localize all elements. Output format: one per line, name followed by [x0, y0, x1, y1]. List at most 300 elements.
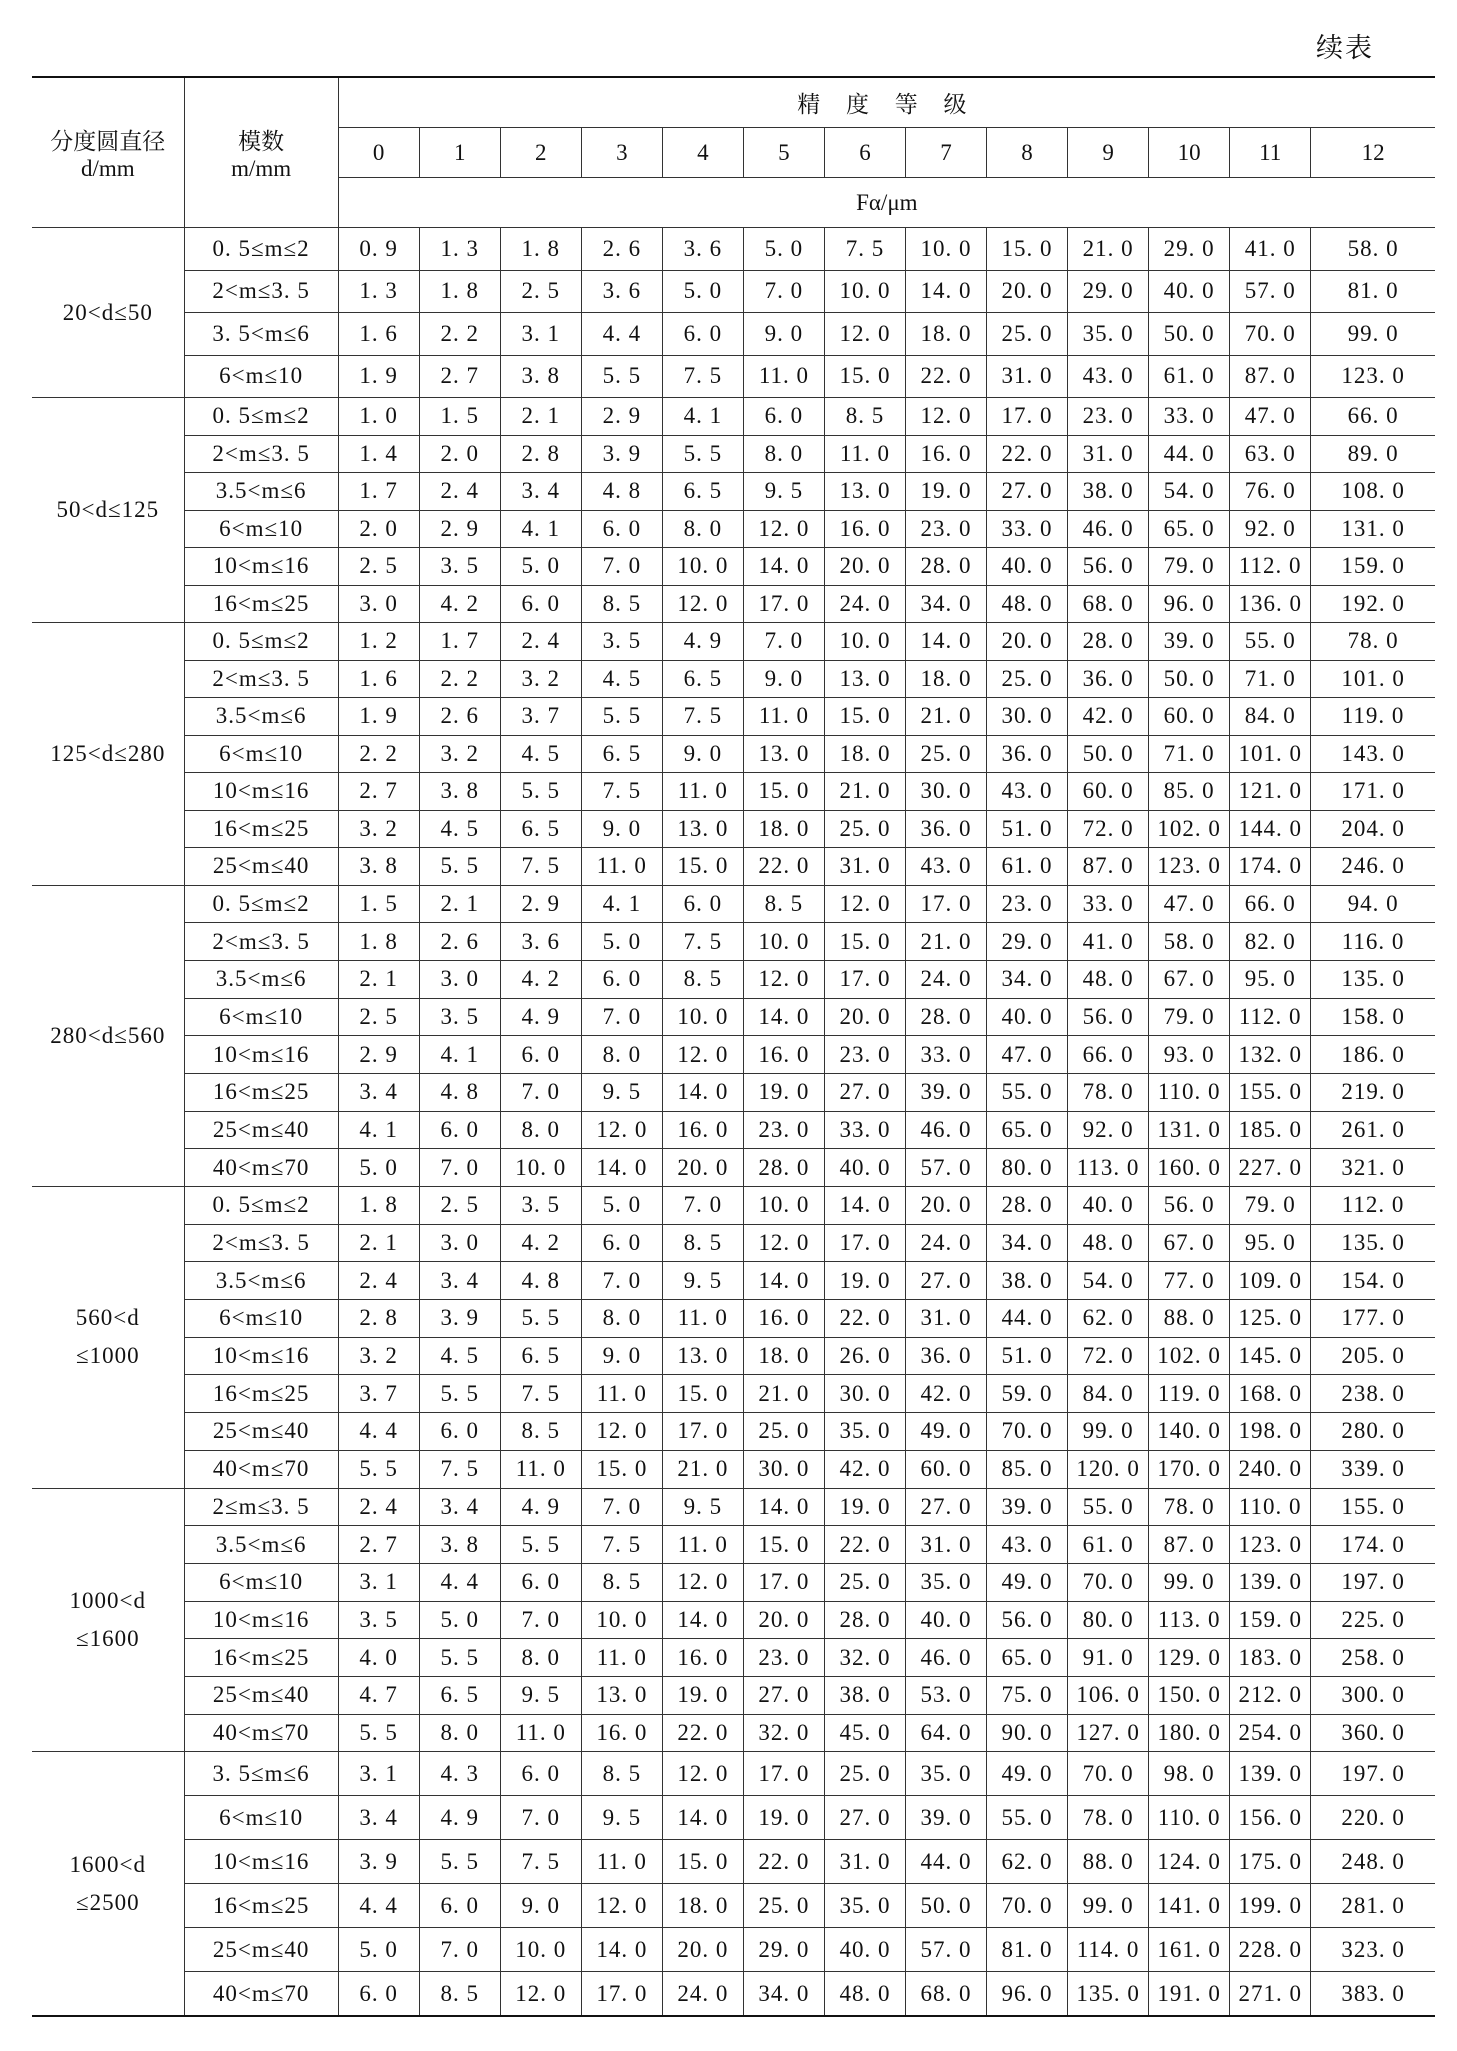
tolerance-value: 4. 2 — [419, 585, 500, 623]
tolerance-value: 27. 0 — [743, 1676, 824, 1714]
tolerance-value: 108. 0 — [1311, 473, 1435, 511]
tolerance-value: 383. 0 — [1311, 1972, 1435, 2016]
tolerance-value: 1. 0 — [338, 398, 419, 436]
tolerance-value: 204. 0 — [1311, 810, 1435, 848]
tolerance-value: 20. 0 — [743, 1601, 824, 1639]
tolerance-value: 31. 0 — [905, 1526, 986, 1564]
tolerance-value: 72. 0 — [1068, 1337, 1149, 1375]
tolerance-value: 159. 0 — [1230, 1601, 1311, 1639]
tolerance-value: 6. 5 — [500, 1337, 581, 1375]
tolerance-value: 38. 0 — [987, 1262, 1068, 1300]
module-unit: m/mm — [231, 156, 292, 181]
tolerance-value: 45. 0 — [824, 1714, 905, 1752]
table-row — [32, 473, 1435, 511]
tolerance-value: 9. 0 — [662, 735, 743, 773]
tolerance-value: 5. 0 — [338, 1149, 419, 1187]
tolerance-value: 71. 0 — [1230, 660, 1311, 698]
table-row — [32, 1639, 1435, 1677]
table-row — [32, 923, 1435, 961]
tolerance-value: 131. 0 — [1149, 1111, 1230, 1149]
tolerance-value: 99. 0 — [1068, 1884, 1149, 1928]
tolerance-value: 48. 0 — [824, 1972, 905, 2016]
module-range: 3.5<m≤6 — [184, 473, 338, 511]
tolerance-value: 40. 0 — [824, 1928, 905, 1972]
tolerance-value: 199. 0 — [1230, 1884, 1311, 1928]
tolerance-value: 61. 0 — [987, 848, 1068, 886]
tolerance-value: 4. 4 — [338, 1413, 419, 1451]
tolerance-value: 191. 0 — [1149, 1972, 1230, 2016]
grade-9: 9 — [1068, 128, 1149, 178]
tolerance-value: 7. 5 — [581, 773, 662, 811]
table-row — [32, 548, 1435, 586]
tolerance-value: 31. 0 — [824, 1840, 905, 1884]
tolerance-value: 212. 0 — [1230, 1676, 1311, 1714]
module-range: 2<m≤3. 5 — [184, 435, 338, 473]
tolerance-value: 5. 5 — [419, 848, 500, 886]
tolerance-value: 30. 0 — [905, 773, 986, 811]
tolerance-value: 57. 0 — [905, 1149, 986, 1187]
tolerance-value: 62. 0 — [1068, 1300, 1149, 1338]
diameter-range — [32, 623, 184, 886]
tolerance-value: 8. 5 — [500, 1413, 581, 1451]
table-row — [32, 1262, 1435, 1300]
tolerance-value: 10. 0 — [500, 1928, 581, 1972]
tolerance-value: 3. 2 — [338, 1337, 419, 1375]
tolerance-value: 17. 0 — [581, 1972, 662, 2016]
tolerance-value: 33. 0 — [905, 1036, 986, 1074]
tolerance-value: 65. 0 — [987, 1111, 1068, 1149]
tolerance-value: 19. 0 — [662, 1676, 743, 1714]
tolerance-value: 76. 0 — [1230, 473, 1311, 511]
tolerance-value: 197. 0 — [1311, 1752, 1435, 1796]
tolerance-value: 92. 0 — [1068, 1111, 1149, 1149]
tolerance-value: 4. 4 — [419, 1563, 500, 1601]
tolerance-value: 4. 1 — [338, 1111, 419, 1149]
table-row — [32, 1601, 1435, 1639]
tolerance-value: 35. 0 — [824, 1884, 905, 1928]
tolerance-value: 67. 0 — [1149, 1224, 1230, 1262]
tolerance-value: 197. 0 — [1311, 1563, 1435, 1601]
module-range: 0. 5≤m≤2 — [184, 228, 338, 271]
tolerance-value: 17. 0 — [743, 1752, 824, 1796]
tolerance-value: 27. 0 — [905, 1488, 986, 1526]
tolerance-value: 3. 9 — [581, 435, 662, 473]
tolerance-value: 91. 0 — [1068, 1639, 1149, 1677]
tolerance-value: 3. 6 — [500, 923, 581, 961]
table-row — [32, 313, 1435, 356]
tolerance-value: 55. 0 — [987, 1796, 1068, 1840]
module-range: 2≤m≤3. 5 — [184, 1488, 338, 1526]
tolerance-value: 55. 0 — [987, 1073, 1068, 1111]
tolerance-value: 174. 0 — [1311, 1526, 1435, 1564]
tolerance-value: 8. 5 — [824, 398, 905, 436]
tolerance-value: 246. 0 — [1311, 848, 1435, 886]
tolerance-value: 70. 0 — [1068, 1752, 1149, 1796]
tolerance-value: 5. 5 — [419, 1840, 500, 1884]
tolerance-value: 20. 0 — [824, 548, 905, 586]
tolerance-value: 62. 0 — [987, 1840, 1068, 1884]
tolerance-value: 2. 9 — [500, 885, 581, 923]
diameter-range-line: ≤2500 — [75, 1889, 140, 1915]
diameter-range — [32, 228, 184, 398]
table-row — [32, 1111, 1435, 1149]
tolerance-value: 16. 0 — [905, 435, 986, 473]
tolerance-value: 2. 9 — [338, 1036, 419, 1074]
tolerance-value: 110. 0 — [1149, 1073, 1230, 1111]
tolerance-value: 10. 0 — [500, 1149, 581, 1187]
module-range: 0. 5≤m≤2 — [184, 885, 338, 923]
tolerance-value: 4. 1 — [662, 398, 743, 436]
tolerance-value: 27. 0 — [905, 1262, 986, 1300]
tolerance-value: 18. 0 — [743, 1337, 824, 1375]
diameter-range — [32, 1488, 184, 1752]
grade-5: 5 — [743, 128, 824, 178]
tolerance-value: 2. 2 — [419, 313, 500, 356]
tolerance-value: 43. 0 — [905, 848, 986, 886]
table-row — [32, 398, 1435, 436]
tolerance-value: 174. 0 — [1230, 848, 1311, 886]
module-range: 10<m≤16 — [184, 1337, 338, 1375]
tolerance-value: 70. 0 — [987, 1413, 1068, 1451]
tolerance-value: 238. 0 — [1311, 1375, 1435, 1413]
tolerance-value: 121. 0 — [1230, 773, 1311, 811]
grade-3: 3 — [581, 128, 662, 178]
tolerance-value: 26. 0 — [824, 1337, 905, 1375]
tolerance-value: 14. 0 — [581, 1149, 662, 1187]
tolerance-value: 219. 0 — [1311, 1073, 1435, 1111]
tolerance-value: 5. 5 — [581, 355, 662, 398]
tolerance-value: 30. 0 — [987, 698, 1068, 736]
diameter-range-line: 1000<d — [69, 1587, 147, 1613]
tolerance-value: 1. 5 — [419, 398, 500, 436]
table-row — [32, 1187, 1435, 1225]
tolerance-value: 123. 0 — [1311, 355, 1435, 398]
tolerance-value: 65. 0 — [987, 1639, 1068, 1677]
table-row — [32, 623, 1435, 661]
tolerance-value: 3. 6 — [581, 270, 662, 313]
tolerance-value: 119. 0 — [1149, 1375, 1230, 1413]
tolerance-value: 248. 0 — [1311, 1840, 1435, 1884]
tolerance-value: 3. 8 — [419, 1526, 500, 1564]
tolerance-value: 4. 5 — [500, 735, 581, 773]
tolerance-value: 66. 0 — [1230, 885, 1311, 923]
table-row — [32, 585, 1435, 623]
grade-0: 0 — [338, 128, 419, 178]
module-range: 6<m≤10 — [184, 1796, 338, 1840]
tolerance-value: 8. 0 — [500, 1639, 581, 1677]
tolerance-value: 6. 5 — [500, 810, 581, 848]
tolerance-value: 119. 0 — [1311, 698, 1435, 736]
tolerance-value: 78. 0 — [1149, 1488, 1230, 1526]
diameter-range-line: 560<d — [75, 1305, 140, 1331]
tolerance-value: 1. 6 — [338, 313, 419, 356]
tolerance-value: 2. 8 — [338, 1300, 419, 1338]
tolerance-value: 2. 7 — [338, 1526, 419, 1564]
tolerance-value: 116. 0 — [1311, 923, 1435, 961]
tolerance-value: 20. 0 — [824, 998, 905, 1036]
module-range: 0. 5≤m≤2 — [184, 398, 338, 436]
tolerance-value: 84. 0 — [1068, 1375, 1149, 1413]
module-range: 40<m≤70 — [184, 1714, 338, 1752]
table-row — [32, 435, 1435, 473]
tolerance-value: 71. 0 — [1149, 735, 1230, 773]
tolerance-value: 5. 0 — [662, 270, 743, 313]
tolerance-value: 31. 0 — [905, 1300, 986, 1338]
grade-2: 2 — [500, 128, 581, 178]
module-range: 6<m≤10 — [184, 510, 338, 548]
tolerance-value: 31. 0 — [987, 355, 1068, 398]
tolerance-value: 25. 0 — [987, 313, 1068, 356]
tolerance-value: 49. 0 — [905, 1413, 986, 1451]
tolerance-value: 124. 0 — [1149, 1840, 1230, 1884]
tolerance-value: 2. 1 — [419, 885, 500, 923]
tolerance-value: 53. 0 — [905, 1676, 986, 1714]
tolerance-value: 5. 5 — [581, 698, 662, 736]
tolerance-value: 6. 0 — [500, 1563, 581, 1601]
tolerance-value: 87. 0 — [1230, 355, 1311, 398]
tolerance-value: 24. 0 — [824, 585, 905, 623]
tolerance-value: 10. 0 — [662, 548, 743, 586]
grade-7: 7 — [905, 128, 986, 178]
tolerance-value: 79. 0 — [1230, 1187, 1311, 1225]
tolerance-value: 42. 0 — [905, 1375, 986, 1413]
tolerance-value: 56. 0 — [1068, 998, 1149, 1036]
tolerance-value: 323. 0 — [1311, 1928, 1435, 1972]
tolerance-value: 220. 0 — [1311, 1796, 1435, 1840]
tolerance-value: 102. 0 — [1149, 810, 1230, 848]
tolerance-value: 32. 0 — [743, 1714, 824, 1752]
tolerance-value: 155. 0 — [1230, 1073, 1311, 1111]
tolerance-value: 44. 0 — [905, 1840, 986, 1884]
module-range: 0. 5≤m≤2 — [184, 623, 338, 661]
tolerance-value: 11. 0 — [500, 1714, 581, 1752]
tolerance-value: 48. 0 — [987, 585, 1068, 623]
tolerance-value: 25. 0 — [905, 735, 986, 773]
tolerance-value: 60. 0 — [905, 1450, 986, 1488]
tolerance-value: 70. 0 — [1230, 313, 1311, 356]
tolerance-value: 8. 5 — [581, 585, 662, 623]
grade-title: 精 度 等 级 — [338, 77, 1435, 128]
tolerance-value: 23. 0 — [1068, 398, 1149, 436]
tolerance-value: 5. 5 — [500, 773, 581, 811]
tolerance-value: 3. 4 — [419, 1262, 500, 1300]
tolerance-value: 12. 0 — [581, 1111, 662, 1149]
tolerance-value: 228. 0 — [1230, 1928, 1311, 1972]
tolerance-value: 13. 0 — [824, 473, 905, 511]
tolerance-value: 2. 4 — [500, 623, 581, 661]
tolerance-value: 51. 0 — [987, 810, 1068, 848]
module-range: 6<m≤10 — [184, 735, 338, 773]
continued-table-label: 续表 — [1316, 33, 1374, 63]
tolerance-value: 17. 0 — [824, 1224, 905, 1262]
tolerance-value: 7. 0 — [743, 623, 824, 661]
tolerance-value: 7. 5 — [581, 1526, 662, 1564]
tolerance-value: 10. 0 — [905, 228, 986, 271]
tolerance-value: 20. 0 — [662, 1149, 743, 1187]
tolerance-value: 155. 0 — [1311, 1488, 1435, 1526]
tolerance-value: 22. 0 — [824, 1300, 905, 1338]
tolerance-value: 139. 0 — [1230, 1752, 1311, 1796]
tolerance-value: 39. 0 — [987, 1488, 1068, 1526]
diameter-range-line: 125<d≤280 — [50, 740, 166, 766]
tolerance-value: 5. 0 — [419, 1601, 500, 1639]
module-range: 10<m≤16 — [184, 1840, 338, 1884]
table-row — [32, 1752, 1435, 1796]
tolerance-value: 88. 0 — [1149, 1300, 1230, 1338]
tolerance-value: 17. 0 — [662, 1413, 743, 1451]
tolerance-value: 240. 0 — [1230, 1450, 1311, 1488]
tolerance-value: 7. 5 — [662, 698, 743, 736]
diameter-range — [32, 398, 184, 623]
tolerance-value: 10. 0 — [662, 998, 743, 1036]
tolerance-value: 85. 0 — [987, 1450, 1068, 1488]
tolerance-value: 2. 1 — [338, 1224, 419, 1262]
tolerance-value: 79. 0 — [1149, 998, 1230, 1036]
tolerance-value: 11. 0 — [662, 773, 743, 811]
tolerance-value: 30. 0 — [743, 1450, 824, 1488]
tolerance-value: 2. 2 — [338, 735, 419, 773]
tolerance-value: 22. 0 — [743, 848, 824, 886]
tolerance-value: 24. 0 — [905, 960, 986, 998]
tolerance-value: 11. 0 — [824, 435, 905, 473]
tolerance-value: 8. 5 — [662, 1224, 743, 1262]
tolerance-value: 4. 5 — [581, 660, 662, 698]
tolerance-value: 25. 0 — [824, 1752, 905, 1796]
module-range: 10<m≤16 — [184, 1036, 338, 1074]
tolerance-value: 120. 0 — [1068, 1450, 1149, 1488]
tolerance-value: 12. 0 — [662, 1563, 743, 1601]
tolerance-value: 25. 0 — [824, 810, 905, 848]
tolerance-value: 7. 0 — [662, 1187, 743, 1225]
tolerance-value: 55. 0 — [1230, 623, 1311, 661]
tolerance-value: 9. 5 — [662, 1262, 743, 1300]
tolerance-value: 321. 0 — [1311, 1149, 1435, 1187]
diameter-header — [32, 77, 184, 228]
tolerance-value: 14. 0 — [662, 1601, 743, 1639]
tolerance-value: 9. 5 — [743, 473, 824, 511]
module-range: 10<m≤16 — [184, 548, 338, 586]
tolerance-value: 56. 0 — [1068, 548, 1149, 586]
tolerance-value: 28. 0 — [1068, 623, 1149, 661]
tolerance-value: 180. 0 — [1149, 1714, 1230, 1752]
tolerance-value: 1. 9 — [338, 355, 419, 398]
tolerance-value: 110. 0 — [1149, 1796, 1230, 1840]
tolerance-value: 38. 0 — [1068, 473, 1149, 511]
tolerance-value: 3. 2 — [338, 810, 419, 848]
tolerance-value: 2. 4 — [338, 1488, 419, 1526]
module-range: 40<m≤70 — [184, 1149, 338, 1187]
module-range: 16<m≤25 — [184, 585, 338, 623]
diameter-range — [32, 885, 184, 1187]
table-body — [32, 228, 1435, 2016]
table-row — [32, 1563, 1435, 1601]
tolerance-value: 113. 0 — [1068, 1149, 1149, 1187]
tolerance-value: 7. 0 — [500, 1073, 581, 1111]
tolerance-value: 2. 5 — [338, 998, 419, 1036]
value-unit: Fα/μm — [338, 178, 1435, 228]
tolerance-value: 7. 0 — [419, 1928, 500, 1972]
tolerance-value: 72. 0 — [1068, 810, 1149, 848]
table-row — [32, 998, 1435, 1036]
tolerance-value: 60. 0 — [1149, 698, 1230, 736]
tolerance-value: 50. 0 — [905, 1884, 986, 1928]
tolerance-value: 64. 0 — [905, 1714, 986, 1752]
tolerance-value: 6. 0 — [581, 1224, 662, 1262]
tolerance-value: 185. 0 — [1230, 1111, 1311, 1149]
tolerance-value: 51. 0 — [987, 1337, 1068, 1375]
tolerance-value: 36. 0 — [905, 810, 986, 848]
tolerance-value: 15. 0 — [662, 1375, 743, 1413]
tolerance-value: 11. 0 — [743, 355, 824, 398]
tolerance-value: 11. 0 — [662, 1526, 743, 1564]
tolerance-value: 261. 0 — [1311, 1111, 1435, 1149]
tolerance-value: 3. 2 — [419, 735, 500, 773]
tolerance-value: 3. 8 — [500, 355, 581, 398]
tolerance-value: 66. 0 — [1068, 1036, 1149, 1074]
tolerance-value: 8. 5 — [662, 960, 743, 998]
tolerance-value: 101. 0 — [1311, 660, 1435, 698]
tolerance-value: 81. 0 — [1311, 270, 1435, 313]
tolerance-value: 18. 0 — [662, 1884, 743, 1928]
tolerance-value: 35. 0 — [905, 1563, 986, 1601]
tolerance-value: 79. 0 — [1149, 548, 1230, 586]
tolerance-value: 8. 0 — [662, 510, 743, 548]
tolerance-value: 13. 0 — [662, 1337, 743, 1375]
grade-12: 12 — [1311, 128, 1435, 178]
tolerance-value: 19. 0 — [743, 1796, 824, 1840]
tolerance-value: 6. 0 — [419, 1413, 500, 1451]
module-range: 6<m≤10 — [184, 1300, 338, 1338]
tolerance-value: 360. 0 — [1311, 1714, 1435, 1752]
tolerance-value: 6. 0 — [338, 1972, 419, 2016]
module-range: 2<m≤3. 5 — [184, 660, 338, 698]
tolerance-value: 47. 0 — [1230, 398, 1311, 436]
tolerance-value: 3. 9 — [338, 1840, 419, 1884]
tolerance-value: 2. 7 — [338, 773, 419, 811]
tolerance-value: 46. 0 — [905, 1639, 986, 1677]
tolerance-value: 19. 0 — [824, 1488, 905, 1526]
tolerance-value: 12. 0 — [500, 1972, 581, 2016]
tolerance-value: 1. 8 — [338, 1187, 419, 1225]
tolerance-value: 36. 0 — [1068, 660, 1149, 698]
tolerance-value: 61. 0 — [1068, 1526, 1149, 1564]
table-row — [32, 228, 1435, 271]
tolerance-value: 50. 0 — [1068, 735, 1149, 773]
tolerance-value: 33. 0 — [1149, 398, 1230, 436]
tolerance-value: 8. 0 — [581, 1036, 662, 1074]
tolerance-value: 5. 0 — [500, 548, 581, 586]
tolerance-value: 7. 5 — [500, 1375, 581, 1413]
module-range: 25<m≤40 — [184, 848, 338, 886]
tolerance-value: 19. 0 — [824, 1262, 905, 1300]
tolerance-value: 20. 0 — [987, 623, 1068, 661]
tolerance-value: 17. 0 — [987, 398, 1068, 436]
tolerance-value: 2. 6 — [581, 228, 662, 271]
tolerance-value: 225. 0 — [1311, 1601, 1435, 1639]
tolerance-value: 161. 0 — [1149, 1928, 1230, 1972]
module-range: 6<m≤10 — [184, 998, 338, 1036]
tolerance-value: 145. 0 — [1230, 1337, 1311, 1375]
tolerance-value: 10. 0 — [743, 923, 824, 961]
tolerance-value: 23. 0 — [905, 510, 986, 548]
table-header — [32, 77, 1435, 228]
tolerance-value: 3. 4 — [338, 1073, 419, 1111]
tolerance-value: 49. 0 — [987, 1563, 1068, 1601]
diameter-label: 分度圆直径 — [50, 129, 166, 154]
tolerance-value: 3. 5 — [581, 623, 662, 661]
tolerance-value: 58. 0 — [1311, 228, 1435, 271]
tolerance-value: 90. 0 — [987, 1714, 1068, 1752]
